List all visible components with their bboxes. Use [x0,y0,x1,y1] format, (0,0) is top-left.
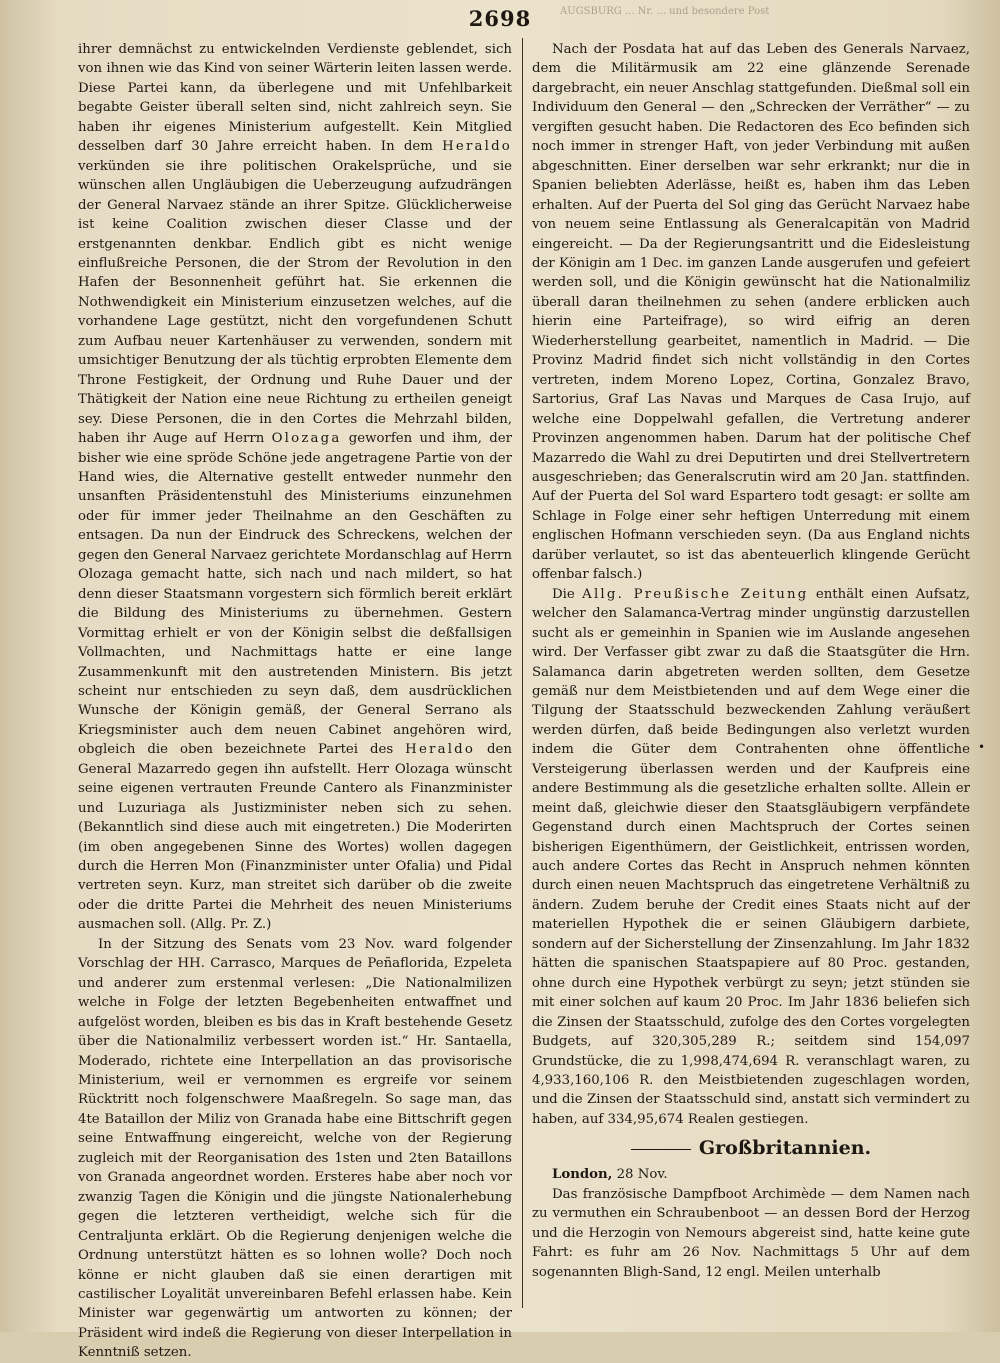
dateline-date: 28 Nov. [616,1167,668,1183]
section-heading-text: Großbritannien. [698,1137,872,1160]
column-divider [522,38,523,1308]
dateline-place: London, [552,1167,613,1183]
text-run: geworfen und ihm, der bisher wie eine spröde Schöne jede angetragene Partie von der Hand wies, die Alternative gestellt entweder nunmehr den unsanften Präsidentenstuhl des Ministeriums einzunehmen oder für immer jeder Theilnahme an den Geschäften zu entsagen. Da nun der Eindruck des Schreckens, welchen der gegen den General Narvaez gerichtete Mordanschlag auf Herrn Olozaga gemacht hatte, sich nach und nach mildert, so hat denn dieser Staatsmann vorgestern sich förmlich bereit erklärt die Bildung des Ministeriums zu übernehmen. Gestern Vormittag erhielt er von der Königin selbst die deßfallsigen Vollmachten, und Nachmittags hatte er eine lange Zusammenkunft mit den austretenden Ministern. Bis jetzt scheint nur entschieden zu seyn daß, dem ausdrücklichen Wunsche der Königin gemäß, der General Serrano als Kriegsminister auch dem neuen Cabinet angehören wird, obgleich die oben bezeichnete Partei des [78,431,512,758]
left-paragraph-1 [78,40,512,935]
spaced-name-heraldo: Heraldo [405,742,476,758]
margin-mark: • [978,740,986,754]
heading-rule [631,1149,691,1150]
right-paragraph-2 [532,585,970,1130]
text-run: den General Mazarredo gegen ihn aufstellt. Herr Olozaga wünscht seine eigenen vertrauten Freunde Cantero als Finanzminister und Luzuriaga als Justizminister neben sich zu sehen. (Bekanntlich sind diese auch mit eingetreten.) Die Moderirten (im oben angegebenen Sinne des Wortes) wollen dagegen durch die Herren Mon (Finanzminister unter Ofalia) und Pidal vertreten seyn. Kurz, man streitet sich darüber ob die zweite oder die dritte Partei die Mehrheit des neuen Ministeriums ausmachen soll. (Allg. Pr. Z.) [78,742,512,933]
right-column [532,40,970,1282]
text-run: ihrer demnächst zu entwickelnden Verdienste geblendet, sich von ihnen wie das Kind von seiner Wärterin leiten lassen werde. Diese Partei kann, da überlegene und mit Unfehlbarkeit begabte Geister überall selten sind, nicht zahlreich seyn. Sie haben ihr eigenes Ministerium aufgestellt. Kein Mitglied desselben darf 30 Jahre erreicht haben. In dem [78,42,512,155]
page-number: 2698 [468,6,532,31]
text-run: enthält einen Aufsatz, welcher den Salamanca-Vertrag minder ungünstig darzustellen sucht als er gemeinhin in Spanien wie im Auslande angesehen wird. Der Verfasser gibt zwar zu daß die Staatsgüter die Hrn. Salamanca darin abgetreten werden sollten, dem Gesetze gemäß nur dem Meistbietenden und auf dem Wege einer die Tilgung der Staatsschuld bezweckenden Zahlung veräußert werden dürfen, daß beide Bedingungen also verletzt wurden indem die Güter dem Contrahenten ohne öffentliche Versteigerung überlassen werden und der Kaufpreis eine andere Bestimmung als die gesetzliche erhalten sollte. Allein er meint daß, gleichwie dieser den Staatsgläubigern verpfändete Gegenstand durch einen Machtspruch der Cortes seinen bisherigen Eigenthümern, der Geistlichkeit, entrissen worden, auch andere Cortes das Recht in Anspruch nehmen könnten durch einen neuen Machtspruch das eingetretene Verhältniß zu ändern. Zudem beruhe der Credit eines Staats nicht auf der materiellen Hypothek die er seinen Gläubigern darbiete, sondern auf der Sicherstellung der Zinsenzahlung. Im Jahr 1832 hätten die spanischen Staatspapiere auf 80 Proc. gestanden, ohne durch eine Hypothek verbürgt zu seyn; jetzt stünden sie mit einer solchen auf kaum 20 Proc. Im Jahr 1836 beliefen sich die Zinsen der Staatsschuld, zufolge des den Cortes vorgelegten Budgets, auf 320,305,289 R.; seitdem sind 154,097 Grundstücke, die zu 1,998,474,694 R. veranschlagt waren, zu 4,933,160,106 R. den Meistbietenden zugeschlagen worden, und die Zinsen der Staatsschuld sind, anstatt sich vermindert zu haben, auf 334,95,674 Realen gestiegen. [532,586,970,1127]
spaced-name-olozaga: Olozaga [271,431,342,447]
right-paragraph-3: Das französische Dampfboot Archimède — dem Namen nach zu vermuthen ein Schraubenboot — an dessen Bord der Herzog und die Herzogin von Nemours abgereist sind, hatte keine gute Fahrt: es fuhr am 26 Nov. Nachmittags 5 Uhr auf dem sogenannten Bligh-Sand, 12 engl. Meilen unterhalb [532,1186,970,1280]
text-run: verkünden sie ihre politischen Orakelsprüche, und sie wünschen allen Ungläubigen die Ueberzeugung aufzudrängen der General Narvaez stände an ihrer Spitze. Glücklicherweise ist keine Coalition zwischen dieser Classe und der erstgenannten denkbar. Endlich gibt es nicht wenige einflußreiche Personen, die der Strom der Revolution in den Hafen der Besonnenheit geführt hat. Sie erkennen die Nothwendigkeit ein Ministerium einzusetzen welches, auf die vorhandene Lage gestützt, nicht den vorgefundenen Schutt zum Aufbau neuer Kartenhäuser zu verwenden, sondern mit umsichtiger Benutzung der als tüchtig erprobten Elemente dem Throne Festigkeit, der Ordnung und Ruhe Dauer und der Thätigkeit der Nation eine neue Richtung zu ertheilen geneigt sey. Diese Personen, die in den Cortes die Mehrzahl bilden, haben ihr Auge auf Herrn [78,158,512,447]
running-head: AUGSBURG ... Nr. ... und besondere Post [560,6,770,17]
left-column [78,40,512,1363]
spaced-name-heraldo: Heraldo [442,139,512,155]
newspaper-name: Allg. Preußische Zeitung [582,586,809,602]
section-heading [532,1135,970,1161]
right-paragraph-1: Nach der Posdata hat auf das Leben des Generals Narvaez, dem die Militärmusik am 22 eine glänzende Serenade dargebracht, ein neuer Anschlag stattgefunden. Dießmal soll ein Individuum den General — den „Schrecken der Verräther“ — zu vergiften gesucht haben. Die Redactoren des Eco befinden sich noch immer in strenger Haft, von jeder Verbindung mit außen abgeschnitten. Einer derselben war sehr erkrankt; nur die in Spanien beliebten Aderlässe, heißt es, haben ihm das Leben erhalten. Auf der Puerta del Sol ging das Gerücht Narvaez habe von neuem seine Entlassung als Generalcapitän von Madrid eingereicht. — Da der Regierungsantritt und die Eidesleistung der Königin am 1 Dec. im ganzen Lande ausgerufen und gefeiert werden soll, und die Königin gewünscht hat die Nationalmiliz überall daran theilnehmen zu sehen (andere erblicken auch hierin eine Parteifrage), so wird eifrig an deren Wiederherstellung gearbeitet, namentlich in Madrid. — Die Provinz Madrid findet sich nicht vollständig in den Cortes vertreten, indem Moreno Lopez, Cortina, Gonzalez Bravo, Sartorius, Graf Las Navas und Marques de Casa Irujo, auf welche eine Doppelwahl gefallen, die Vertretung anderer Provinzen angenommen haben. Darum hat der politische Chef Mazarredo die Wahl zu drei Deputirten und drei Stellvertretern ausgeschrieben; das Generalscrutin wird am 20 Jan. stattfinden. Auf der Puerta del Sol ward Espartero todt gesagt: er sollte am Schlage in Folge einer sehr heftigen Unterredung mit einem englischen Hofmann verschieden seyn. (Da aus England nichts darüber verlautet, so ist das abenteuerlich klingende Gerücht offenbar falsch.) [532,42,970,583]
text-run: Die [552,586,575,602]
dateline [532,1165,970,1184]
left-paragraph-2: In der Sitzung des Senats vom 23 Nov. ward folgender Vorschlag der HH. Carrasco, Marques de Peñaflorida, Ezpeleta und anderer zum erstenmal verlesen: „Die Nationalmilizen welche in Folge der letzten Begebenheiten entwaffnet und aufgelöst worden, bleiben es bis das in Kraft bestehende Gesetz über die Nationalmiliz verbessert worden ist.“ Hr. Santaella, Moderado, richtete eine Interpellation an das provisorische Ministerium, weil er vernommen es ergreife vor seinem Rücktritt noch folgenschwere Maaßregeln. So sage man, das 4te Bataillon der Miliz von Granada habe eine Bittschrift gegen seine Entwaffnung eingereicht, welche von der Regierung zugleich mit der Reorganisation des 1sten und 2ten Bataillons von Granada angeordnet worden. Ersteres habe aber noch vor zwanzig Tagen die Königin und die jüngste Nationalerhebung gegen die letzteren vertheidigt, welche sich für die Centraljunta erklärt. Ob die Regierung denjenigen welche die Ordnung unterstützt hätten es so lohnen wolle? Doch noch könne er nicht glauben daß sie einen derartigen mit castilischer Loyalität unvereinbaren Befehl erlassen habe. Kein Minister war gegenwärtig um antworten zu können; der Präsident wird indeß die Regierung von dieser Interpellation in Kenntniß setzen. [78,936,512,1361]
